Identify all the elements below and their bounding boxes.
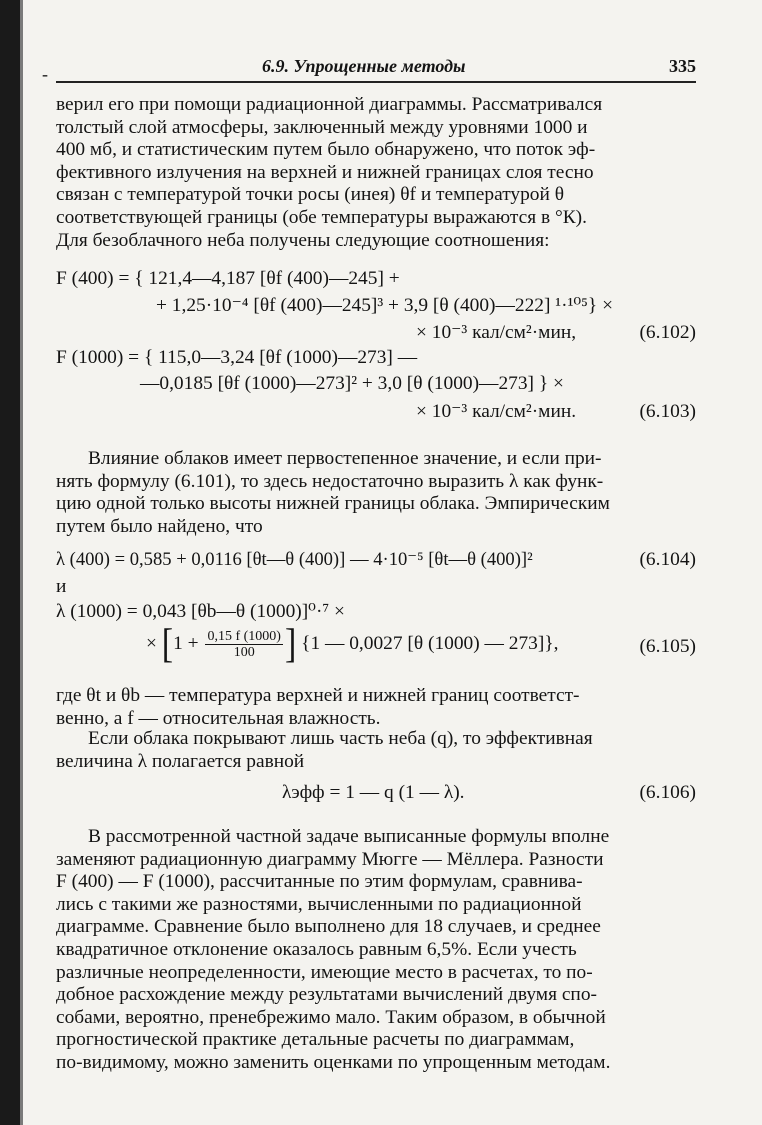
text-line: F (400) — F (1000), рассчитанные по этим формулам, сравнива-	[56, 871, 583, 893]
text-line: Для безоблачного неба получены следующие соотношения:	[56, 229, 550, 251]
text-line: величина λ полагается равной	[56, 750, 305, 772]
equation-number: (6.102)	[639, 322, 696, 343]
text-line: по-видимому, можно заменить оценками по упрощенным методам.	[56, 1051, 611, 1073]
text-line: 400 мб, и статистическим путем было обнаружено, что поток эф-	[56, 139, 596, 161]
text-line: нять формулу (6.101), то здесь недостаточно выразить λ как функ-	[56, 470, 604, 492]
text-line: верил его при помощи радиационной диаграммы. Рассматривался	[56, 94, 603, 115]
text-line: собами, вероятно, пренебрежимо мало. Таким образом, в обычной	[56, 1006, 606, 1028]
left-bracket: [	[161, 621, 174, 667]
text-line: квадратичное отклонение оказалось равным 6,5%. Если учесть	[56, 938, 577, 960]
text-line: где θt и θb — температура верхней и нижней границ соответст-	[56, 685, 580, 706]
equation-line: × 10⁻³ кал/см²·мин.	[416, 401, 577, 422]
text-line: венно, а f — относительная влажность.	[56, 707, 381, 729]
equation-line: F (400) = { 121,4—4,187 [θf (400)—245] +	[56, 268, 400, 289]
text-line: связан с температурой точки росы (инея) θf и температурой θ	[56, 184, 565, 206]
equation-number: (6.105)	[639, 636, 696, 657]
paragraph-3	[56, 685, 696, 730]
book-spine-shadow	[0, 0, 20, 1125]
header-mark: -	[42, 64, 48, 84]
equation-number: (6.103)	[639, 401, 696, 422]
fraction	[205, 629, 283, 660]
fraction-denominator: 100	[233, 645, 255, 661]
equation-line: + 1,25·10⁻⁴ [θf (400)—245]³ + 3,9 [θ (400)—222] ¹·¹⁰⁵} ×	[156, 295, 614, 316]
text-line: заменяют радиационную диаграмму Мюгге — Мёллера. Разности	[56, 848, 604, 870]
one-plus: 1 +	[173, 633, 204, 654]
text-line: фективного излучения на верхней и нижней границах слоя тесно	[56, 161, 594, 183]
text-line: соответствующей границы (обе температуры выражаются в °К).	[56, 206, 587, 228]
text-line: различные неопределенности, имеющие место в расчетах, то по-	[56, 961, 593, 983]
equation-line	[146, 621, 559, 667]
equation-line: —0,0185 [θf (1000)—273]² + 3,0 [θ (1000)—273] } ×	[140, 373, 564, 394]
equation-number: (6.106)	[639, 782, 696, 803]
text-line: Влияние облаков имеет первостепенное значение, и если при-	[88, 448, 602, 469]
equation-line: F (1000) = { 115,0—3,24 [θf (1000)—273] —	[56, 347, 418, 368]
text-line: диаграмме. Сравнение было выполнено для 18 случаев, и среднее	[56, 916, 601, 938]
conjunction: и	[56, 576, 67, 597]
running-header	[42, 56, 696, 84]
paragraph-2	[56, 448, 696, 538]
text-line: добное расхождение между результатами вычислений двумя спо-	[56, 984, 597, 1006]
equation-line: λ (1000) = 0,043 [θb—θ (1000)]⁰·⁷ ×	[56, 601, 345, 622]
text-line: В рассмотренной частной задаче выписанные формулы вполне	[88, 826, 610, 847]
text-line: путем было найдено, что	[56, 515, 263, 537]
equation-line: × 10⁻³ кал/см²·мин,	[416, 322, 577, 343]
equation-line: λ (400) = 0,585 + 0,0116 [θt—θ (400)] — 4·10⁻⁵ [θt—θ (400)]²	[56, 549, 533, 570]
fraction-numerator: 0,15 f (1000)	[207, 629, 281, 645]
paragraph-5	[56, 826, 696, 1075]
equation-line: λэфф = 1 — q (1 — λ).	[282, 782, 465, 803]
page-number: 335	[669, 56, 696, 76]
section-title: 6.9. Упрощенные методы	[262, 56, 466, 76]
equation-tail: {1 — 0,0027 [θ (1000) — 273]},	[301, 633, 559, 654]
equation-number: (6.104)	[639, 549, 696, 570]
text-line: лись с такими же разностями, вычисленными по радиационной	[56, 893, 582, 915]
times-sign: ×	[146, 633, 162, 654]
book-spine-edge	[20, 0, 23, 1125]
text-line: цию одной только высоты нижней границы облака. Эмпирическим	[56, 493, 610, 515]
paragraph-1	[56, 94, 696, 252]
text-line: толстый слой атмосферы, заключенный между уровнями 1000 и	[56, 116, 588, 138]
book-page	[42, 0, 696, 1125]
text-line: прогностической практике детальные расчеты по диаграммам,	[56, 1029, 575, 1051]
right-bracket: ]	[284, 621, 297, 667]
header-rule	[56, 81, 696, 83]
paragraph-4	[56, 728, 696, 773]
text-line: Если облака покрывают лишь часть неба (q), то эффективная	[88, 728, 593, 749]
